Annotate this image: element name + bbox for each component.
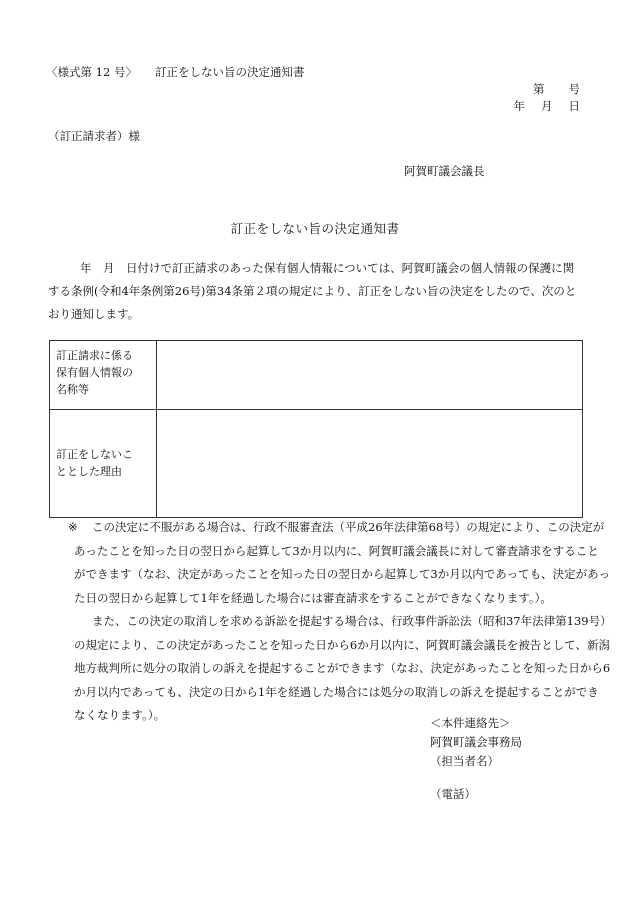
document-title: 訂正をしない旨の決定通知書 xyxy=(230,221,400,236)
label-line: 名称等 xyxy=(56,383,89,396)
body-line: する条例(令和4年条例第26号)第34条第２項の規定により、訂正をしない旨の決定をしたので、次のと xyxy=(48,284,577,298)
form-title: 訂正をしない旨の決定通知書 xyxy=(154,65,305,79)
info-name-field[interactable] xyxy=(157,341,583,410)
body-text xyxy=(48,257,584,326)
table-row xyxy=(50,410,583,518)
note-line: の規定により、この決定があったことを知った日から6か月以内に、阿賀町議会議長を被告として、新潟 xyxy=(74,637,610,652)
table-label-cell xyxy=(50,410,157,518)
body-line: おり通知します。 xyxy=(48,307,140,321)
sender: 阿賀町議会議長 xyxy=(404,164,485,178)
note-mark: ※ xyxy=(68,520,78,534)
date-year: 年 xyxy=(513,99,525,113)
reason-field[interactable] xyxy=(157,410,583,518)
note-line: た日の翌日から起算して1年を経過した場合には審査請求をすることができなくなります。）。 xyxy=(74,590,552,605)
note-line: なくなります。）。 xyxy=(74,708,166,722)
label-line: 訂正請求に係る xyxy=(56,349,133,362)
recipient: （訂正請求者）様 xyxy=(48,129,140,143)
info-table xyxy=(49,340,583,518)
note-line: 地方裁判所に処分の取消しの訴えを提起することができます（なお、決定があったことを知った日から6 xyxy=(74,661,611,675)
date-month: 月 xyxy=(541,99,553,113)
body-line: 年 月 日付けで訂正請求のあった保有個人情報については、阿賀町議会の個人情報の保護に関 xyxy=(80,261,575,275)
contact-person: （担当者名） xyxy=(430,754,499,768)
contact-phone: （電話） xyxy=(430,787,476,801)
note-line: あったことを知った日の翌日から起算して3か月以内に、阿賀町議会議長に対して審査請求をすること xyxy=(74,543,599,558)
contact-office: 阿賀町議会事務局 xyxy=(430,735,522,749)
label-line: 訂正をしないこ xyxy=(56,448,133,461)
note-line: この決定に不服がある場合は、行政不服審査法（平成26年法律第68号）の規定により、この決定が xyxy=(92,520,605,534)
date-day: 日 xyxy=(568,99,580,113)
form-header xyxy=(46,64,304,80)
note-line: ができます（なお、決定があったことを知った日の翌日から起算して3か月以内であっても、決定があっ xyxy=(74,567,610,581)
notes xyxy=(60,516,612,728)
number-suffix: 号 xyxy=(568,82,580,96)
note-line: また、この決定の取消しを求める訴訟を提起する場合は、行政事件訴訟法（昭和37年法律第139号） xyxy=(92,614,612,628)
table-label-cell xyxy=(50,341,157,410)
form-number: 〈様式第 12 号〉 xyxy=(46,65,137,79)
note-line: か月以内であっても、決定の日から1年を経過した場合には処分の取消しの訴えを提起することができ xyxy=(74,684,599,699)
document-number xyxy=(533,81,580,97)
contact-block xyxy=(430,714,522,804)
label-line: ととした理由 xyxy=(56,465,122,478)
contact-heading: ＜本件連絡先＞ xyxy=(430,716,511,730)
label-line: 保有個人情報の xyxy=(56,366,133,379)
table-row xyxy=(50,341,583,410)
document-date xyxy=(514,98,581,114)
number-label: 第 xyxy=(533,82,545,96)
